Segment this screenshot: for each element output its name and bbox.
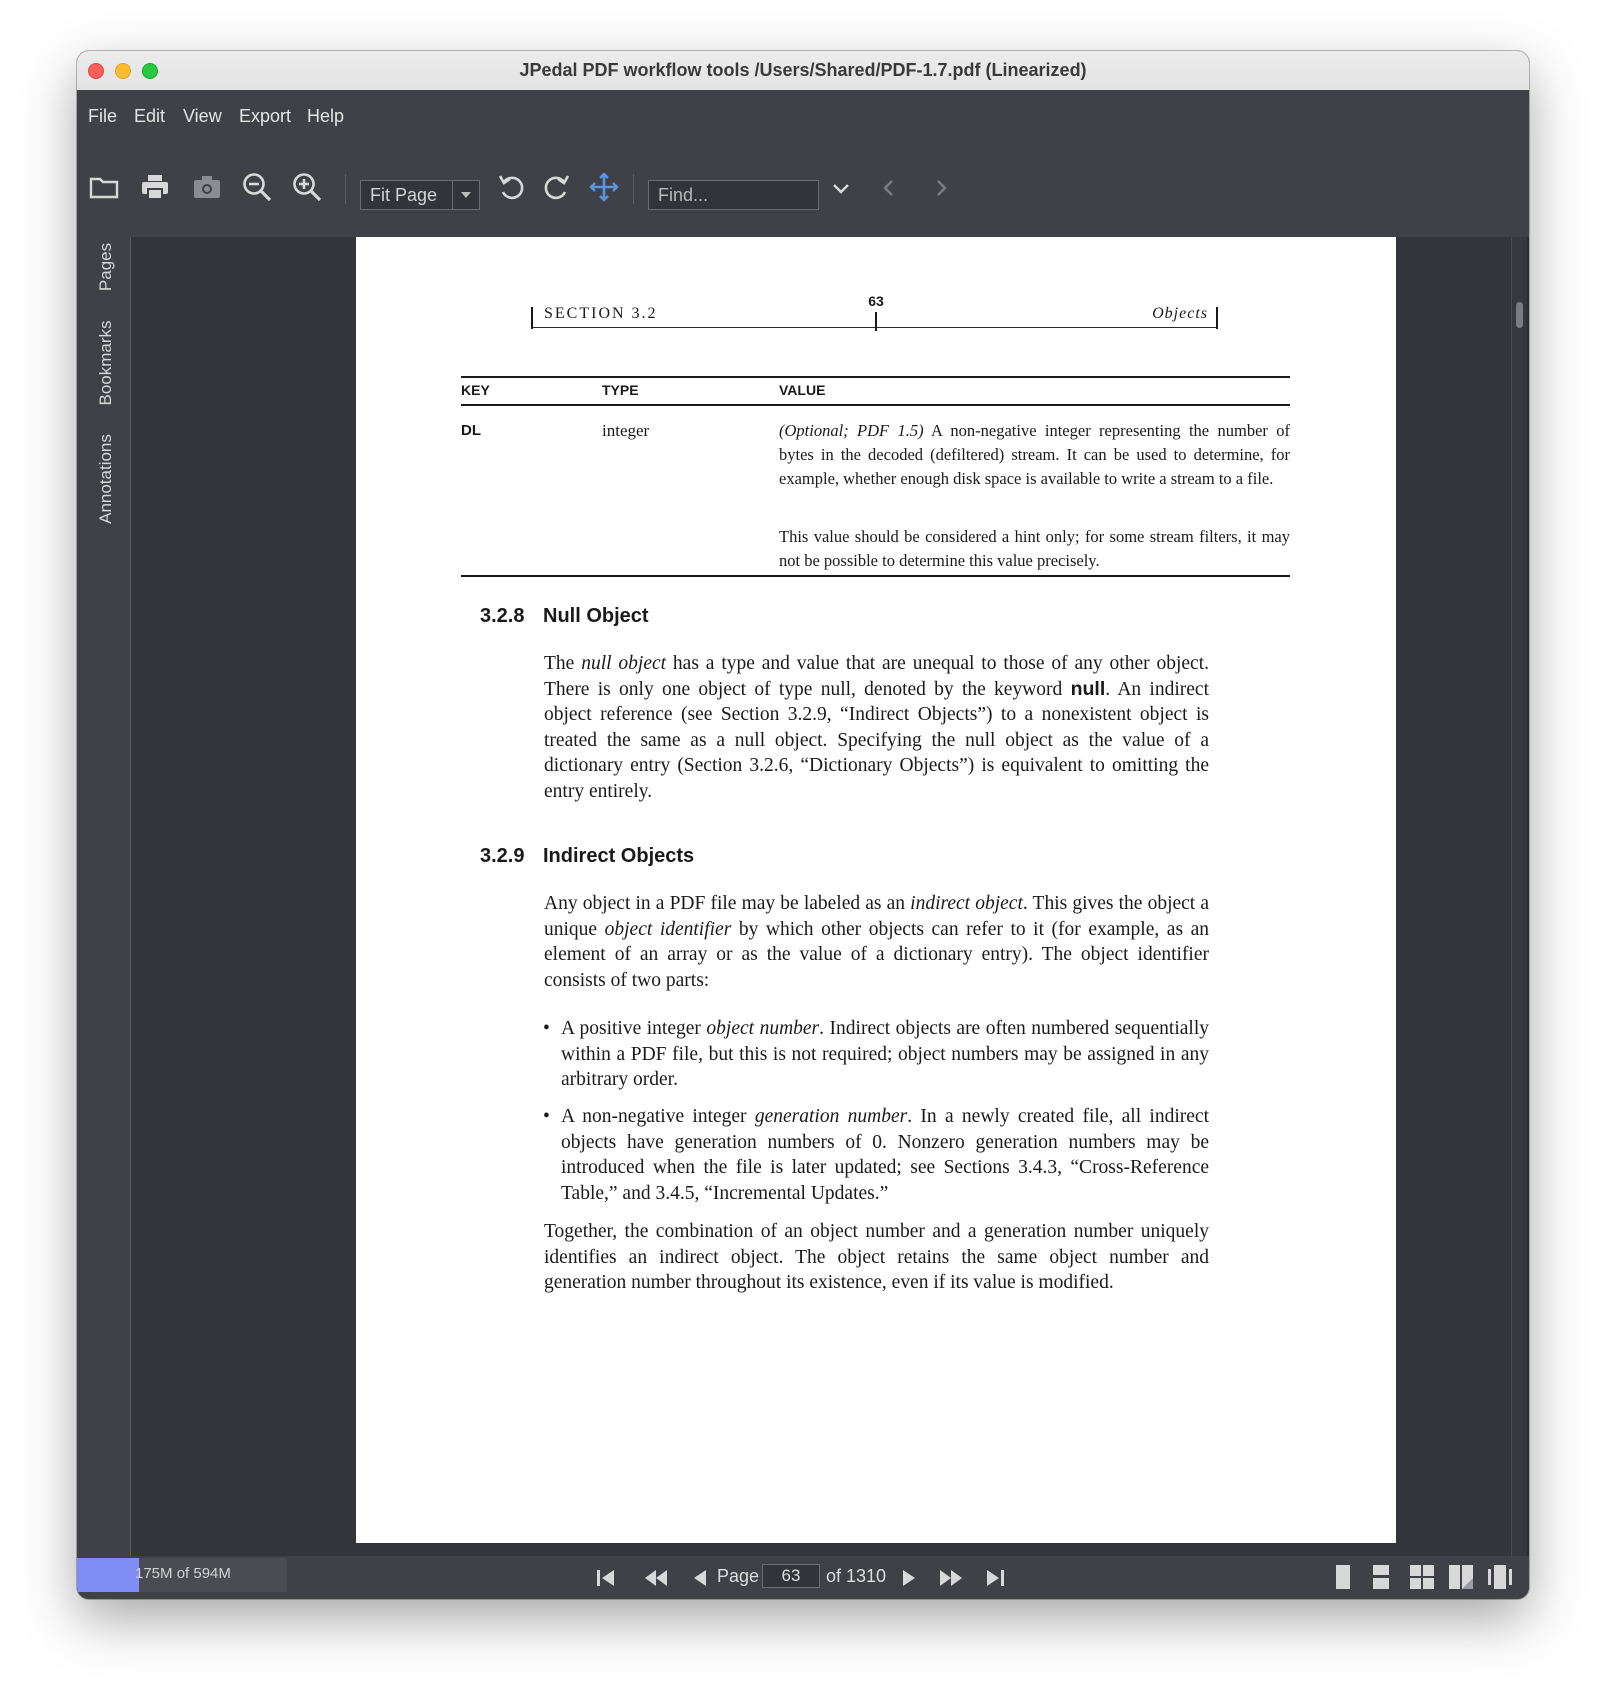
document-viewer[interactable]	[130, 237, 1520, 1556]
text-run: . In a newly created file, all indirect objects have generation numbers of 0. Nonzero generation numbers may be introduced when the file is later updated; see Sections 3.4.3, “Cross-Reference Table,” and 3.4.5, “Incremental Updates.”	[561, 1106, 1209, 1204]
section-number: 3.2.9	[480, 845, 525, 867]
table-header-rule	[461, 404, 1290, 406]
paragraph-null-object	[544, 651, 1209, 804]
single-page-icon[interactable]	[1332, 1564, 1354, 1590]
paragraph-object-identifier: Together, the combination of an object number and a generation number uniquely identifies an indirect object. The object retains the same object number and generation number throughout its existence, even if its value is modified.	[544, 1221, 1209, 1293]
table-header-type: TYPE	[602, 382, 639, 398]
vertical-scrollbar[interactable]	[1511, 237, 1527, 1556]
menu-export[interactable]: Export	[239, 106, 292, 126]
text-run: The	[544, 653, 582, 674]
previous-page-icon[interactable]	[688, 1567, 712, 1589]
toolbar	[77, 142, 1529, 237]
header-rule	[531, 327, 1217, 328]
side-tab-strip	[77, 237, 130, 1556]
chevron-down-icon[interactable]	[829, 176, 853, 200]
back-10-pages-icon[interactable]	[642, 1567, 670, 1589]
rotate-right-icon[interactable]	[539, 170, 573, 204]
page-flow-icon[interactable]	[1487, 1564, 1513, 1590]
table-cell-type: integer	[602, 421, 650, 440]
text-run: Any object in a PDF file may be labeled as an	[544, 893, 911, 914]
title-bar	[77, 51, 1529, 91]
section-number: 3.2.8	[480, 605, 525, 627]
tab-pages[interactable]: Pages	[96, 242, 115, 292]
toolbar-divider	[633, 174, 634, 204]
zoom-select[interactable]	[360, 180, 480, 210]
next-page-icon[interactable]	[897, 1567, 921, 1589]
section-title: Null Object	[543, 605, 649, 627]
memory-usage-fill	[77, 1558, 139, 1592]
zoom-out-icon[interactable]	[240, 170, 274, 204]
text-run: A non-negative integer	[561, 1106, 755, 1127]
table-header-key: KEY	[461, 382, 490, 398]
table-cell-value	[779, 419, 1290, 491]
continuous-icon[interactable]	[1370, 1564, 1392, 1590]
zoom-dropdown-arrow-icon[interactable]	[452, 181, 479, 209]
rotate-left-icon[interactable]	[495, 170, 529, 204]
bullet-dot: •	[543, 1106, 550, 1127]
zoom-select-value: Fit Page	[370, 185, 438, 205]
text-run: . Indirect objects are often numbered sequentially within a PDF file, but this is not required; object numbers may be assigned in any arbitrary order.	[561, 1018, 1209, 1090]
next-result-icon[interactable]	[929, 176, 953, 200]
menu-help[interactable]: Help	[307, 106, 345, 126]
memory-indicator	[77, 1558, 287, 1592]
table-value-note: This value should be considered a hint only; for some stream filters, it may not be possible to determine this value precisely.	[779, 527, 1290, 570]
first-page-icon[interactable]	[594, 1567, 618, 1589]
table-cell-key: DL	[461, 422, 481, 439]
text-run-italic: object number	[706, 1018, 820, 1039]
menu-view[interactable]: View	[183, 106, 222, 126]
section-heading-3-2-8	[480, 605, 649, 628]
text-run-italic: null object	[581, 653, 667, 674]
find-input[interactable]	[648, 180, 819, 210]
facing-icon[interactable]	[1448, 1564, 1474, 1590]
scrollbar-thumb[interactable]	[1516, 302, 1523, 328]
keyword-null: null	[1070, 677, 1106, 700]
table-bottom-rule	[461, 575, 1290, 577]
window-title: JPedal PDF workflow tools /Users/Shared/PDF-1.7.pdf (Linearized)	[519, 60, 1087, 80]
table-top-rule	[461, 376, 1290, 378]
text-run: . This gives the object a unique	[544, 893, 1210, 940]
table-header-value: VALUE	[779, 382, 826, 398]
text-run: . An indirect object reference (see Section 3.2.9, “Indirect Objects”) to a nonexistent object is treated the same as a null object. Specifying the null object as the value of a dictionary entry (Section 3.2.6, “Dictionary Objects”) is equivalent to omitting the entry entirely.	[544, 678, 1209, 802]
tab-annotations[interactable]: Annotations	[96, 434, 115, 524]
text-run: by which other objects can refer to it (for example, as an element of an array or as the value of a dictionary entry). The object identifier consists of two parts:	[544, 918, 1209, 991]
table-value-qualifier: (Optional; PDF 1.5)	[779, 421, 924, 440]
running-header-chapter: Objects	[1152, 305, 1208, 322]
text-run-italic: indirect object	[910, 893, 1023, 914]
header-tick	[531, 307, 533, 329]
section-heading-3-2-9	[480, 845, 694, 868]
text-run-italic: object identifier	[604, 918, 732, 940]
menu-bar	[77, 90, 1529, 142]
tab-bookmarks[interactable]: Bookmarks	[96, 320, 115, 406]
running-header-page-number: 63	[868, 293, 884, 309]
pan-move-icon[interactable]	[587, 170, 621, 204]
paragraph-indirect-objects	[544, 891, 1209, 993]
header-tick	[875, 312, 877, 331]
find-placeholder: Find...	[658, 185, 709, 205]
text-run-italic: generation number	[754, 1106, 908, 1127]
last-page-icon[interactable]	[983, 1567, 1007, 1589]
app-window	[77, 51, 1529, 1599]
section-title: Indirect Objects	[543, 845, 695, 867]
continuous-facing-icon[interactable]	[1409, 1564, 1435, 1590]
page-label: Page	[717, 1566, 760, 1586]
memory-usage-text: 175M of 594M	[135, 1565, 231, 1582]
pdf-page	[356, 237, 1396, 1543]
text-run: has a type and value that are unequal to those of any other object. There is only one object of type null, denoted by the keyword	[544, 653, 1209, 700]
print-icon[interactable]	[138, 170, 172, 204]
status-bar	[77, 1556, 1529, 1599]
bullet-dot: •	[543, 1018, 550, 1039]
zoom-in-icon[interactable]	[290, 170, 324, 204]
table-value-text: A non-negative integer representing the number of bytes in the decoded (defiltered) stream. It can be used to determine, for example, whether enough disk space is available to write a stream to a file.	[779, 421, 1290, 488]
forward-10-pages-icon[interactable]	[937, 1567, 965, 1589]
page-number-input[interactable]: 63	[762, 1564, 820, 1588]
toolbar-divider	[345, 174, 346, 204]
menu-file[interactable]: File	[88, 106, 118, 126]
running-header-section: SECTION 3.2	[544, 305, 658, 322]
bullet-generation-number	[543, 1104, 1209, 1206]
menu-edit[interactable]: Edit	[134, 106, 166, 126]
header-tick	[1216, 307, 1218, 329]
open-folder-icon[interactable]	[87, 170, 121, 204]
snapshot-camera-icon[interactable]	[190, 170, 224, 204]
bullet-object-number	[543, 1016, 1209, 1093]
page-total: of 1310	[826, 1566, 887, 1586]
text-run: A positive integer	[561, 1018, 707, 1039]
previous-result-icon[interactable]	[877, 176, 901, 200]
